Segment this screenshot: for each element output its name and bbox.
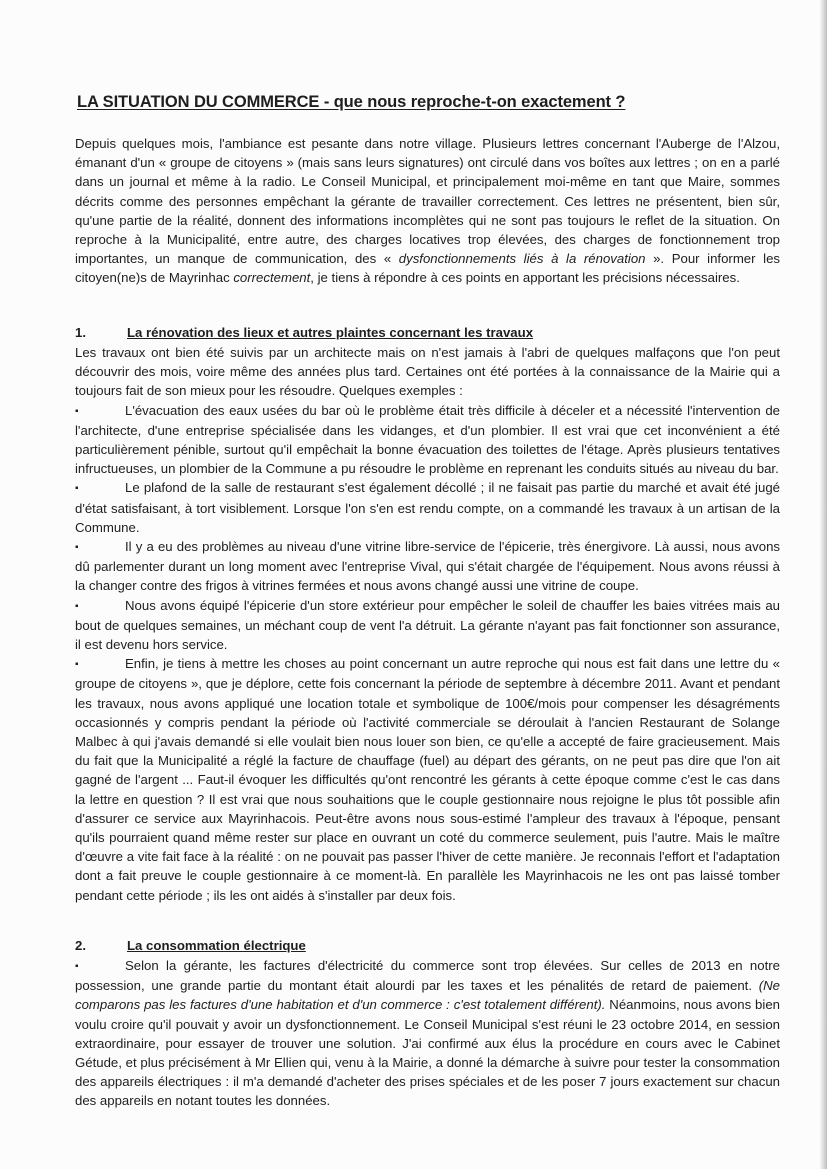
intro-text-part3: , je tiens à répondre à ces points en apportant les précisions nécessaires. [310,270,740,286]
bullet-text: L'évacuation des eaux usées du bar où le problème était très difficile à déceler et a nécessité l'intervention de l'architecte, d'une entreprise spécialisée dans les vidanges, et d'un plombier. Il est vrai que cet inconvénient a été particulièrement pénible, surtout qu'il empêchait la bonne évacuation des toilettes de l'étage. Après plusieurs tentatives infructueuses, un plombier de la Commune a pu résoudre le problème en reprenant les conduits situés au niveau du bar. [75,402,780,477]
bullet-icon: ▪ [75,405,79,417]
section1-lead: Les travaux ont bien été suivis par un architecte mais on n'est jamais à l'abri de quelques malfaçons que l'on peut découvrir des mois, voire même des années plus tard. Certaines ont été portées à la connaissance de la Mairie qui a toujours fait de son mieux pour les résoudre. Quelques exemples : [75,345,780,399]
section1-bullet [75,596,780,655]
bullet-icon: ▪ [75,600,79,612]
section2-body [75,956,780,1111]
section2-number: 2. [75,938,86,953]
bullet-icon: ▪ [75,961,79,972]
section1-heading [75,323,533,342]
section2-italic-note: (Ne comparons pas les factures d'une habitation et d'un commerce : c'est totalement différent). [75,978,780,1013]
section2-heading-text: La consommation électrique [127,938,306,953]
intro-text [75,134,780,288]
section1-bullet [75,537,780,596]
intro-italic-word: correctement [233,270,311,286]
bullet-icon: ▪ [75,483,79,495]
section1-heading-text: La rénovation des lieux et autres plaintes concernant les travaux [127,325,534,340]
section1-bullet [75,478,780,537]
bullet-text: Enfin, je tiens à mettre les choses au point concernant un autre reproche qui nous est fait dans une lettre du « groupe de citoyens », que je déplore, cette fois concernant la période de septembre à décembre 2011. Avant et pendant les travaux, nous avons appliqué une location totale et symbolique de 100€/mois pour compenser les désagréments occasionnés y compris pendant la période où l'activité commerciale se déroulait à l'ancien Restaurant de Solange Malbec à qui j'avais demandé si elle voulait bien nous louer son bien, ce qu'elle a accepté de faire gracieusement. Mais du fait que la Municipalité a réglé la facture de chauffage (fuel) au départ des gérants, on ne peut pas dire que l'on ait gagné de l'argent ... Faut-il évoquer les difficultés qu'ont rencontré les gérants à cette époque comme c'est le cas dans la lettre en question ? Il est vrai que nous souhaitions que le couple gestionnaire nous rejoigne le plus tôt possible afin d'assurer ce service aux Mayrinhacois. Peut-être avons nous sous-estimé l'ampleur des travaux à l'époque, pensant qu'ils pourraient quand même rester sur place en ouvrant un coté du commerce seulement, puis l'autre. Mais le maître d'œuvre a vite fait face à la réalité : on ne pouvait pas passer l'hiver de cette manière. Je reconnais l'effort et l'adaptation dont a fait preuve le couple gestionnaire à ce moment-là. En parallèle les Mayrinhacois ne les ont pas laissé tomber pendant cette période ; ils les ont aidés à s'installer par deux fois. [75,656,780,903]
scan-edge-shadow [819,0,827,1169]
section1-body [75,343,780,905]
bullet-icon: ▪ [75,542,79,554]
bullet-text: Il y a eu des problèmes au niveau d'une vitrine libre-service de l'épicerie, très énergivore. Là aussi, nous avons dû parlementer durant un long moment avec l'entreprise Vival, qui s'était chargée de l'équipement. Nous avons réussi à la changer contre des frigos à vitrines fermées et nous avons changé aussi une vitrine de coupe. [75,539,780,594]
section2-bullet [75,956,780,1111]
bullet-text: Le plafond de la salle de restaurant s'est également décollé ; il ne faisait pas partie du marché et avait été jugé d'état satisfaisant, à tort visiblement. Lorsque l'on s'en est rendu compte, on a commandé les travaux à un artisan de la Commune. [75,480,780,535]
bullet-icon: ▪ [75,659,79,671]
section1-bullet [75,654,780,905]
intro-italic-phrase: dysfonctionnements liés à la rénovation [398,251,646,267]
section1-number: 1. [75,325,86,340]
document-title: LA SITUATION DU COMMERCE - que nous reproche-t-on exactement ? [77,93,626,111]
section2-text-part2: Néanmoins, nous avons bien voulu croire qu'il pouvait y avoir un dysfonctionnement. Le Conseil Municipal s'est réuni le 23 octobre 2014, en session extraordinaire, pour essayer de trouver une solution. J'ai confirmé aux élus la procédure en cours avec le Cabinet Gétude, et plus précisément à Mr Ellien qui, venu à la Mairie, a donné la démarche à suivre pour tester la consommation des appareils électriques : il m'a demandé d'acheter des prises spéciales et de les poser 7 jours exactement sur chacun des appareils en notant toutes les données. [75,997,780,1109]
intro-paragraph [75,134,780,288]
section2-heading [75,936,306,955]
intro-text-part1: Depuis quelques mois, l'ambiance est pesante dans notre village. Plusieurs lettres concernant l'Auberge de l'Alzou, émanant d'un « groupe de citoyens » (mais sans leurs signatures) ont circulé dans vos boîtes aux lettres ; on en a parlé dans un journal et même à la radio. Le Conseil Municipal, et principalement moi-même en tant que Maire, sommes décrits comme des personnes empêchant la gérante de travailler correctement. Ces lettres ne présentent, bien sûr, qu'une partie de la réalité, donnent des informations incomplètes qui ne sont pas toujours le reflet de la situation. On reproche à la Municipalité, entre autre, des charges locatives trop élevées, des charges de fonctionnement trop importantes, un manque de communication, des « [75,136,780,267]
intro-text-part2: ». Pour informer les citoyen(ne)s de Mayrinhac [75,251,781,286]
bullet-text: Nous avons équipé l'épicerie d'un store extérieur pour empêcher le soleil de chauffer les baies vitrées mais au bout de quelques semaines, un méchant coup de vent l'a détruit. La gérante n'ayant pas fait fonctionner son assurance, il est devenu hors service. [75,597,780,653]
section2-text-part1: Selon la gérante, les factures d'électricité du commerce sont trop élevées. Sur celles de 2013 en notre possession, une grande partie du montant était alourdi par les taxes et les pénalités de retard de paiement. [75,958,780,994]
section1-bullet [75,401,780,479]
